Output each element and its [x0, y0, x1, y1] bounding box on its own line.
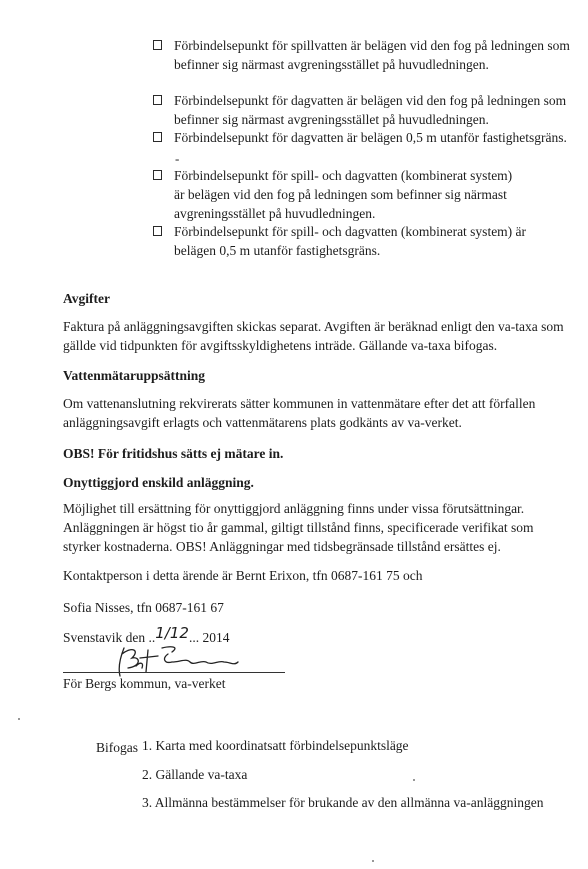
checkbox-icon — [153, 132, 162, 142]
contact-line: Kontaktperson i detta ärende är Bernt Erixon, tfn 0687-161 75 och — [63, 568, 423, 583]
year-text: 2014 — [202, 630, 230, 645]
signature — [110, 640, 250, 680]
signature-line — [63, 672, 285, 673]
section-heading-onyttiggjord: Onyttiggjord enskild anläggning. — [63, 475, 254, 490]
checkbox-item-text: Förbindelsepunkt för dagvatten är belägen 0,5 m utanför fastighetsgräns. — [174, 130, 567, 145]
date-dots: .. — [148, 630, 156, 645]
checkbox-item-text: Förbindelsepunkt för spill- och dagvatten (kombinerat system) är belägen vid den fog på ledningen som befinner sig närmast avgreningsstället på huvudledningen. — [174, 168, 513, 221]
scan-speck — [18, 718, 20, 720]
date-dots: ... — [188, 630, 200, 645]
checkbox-item-text: Förbindelsepunkt för spillvatten är belägen vid den fog på ledningen som befinner sig närmast avgreningsstället på huvudledningen. — [174, 38, 570, 72]
obs-fritidshus: OBS! För fritidshus sätts ej mätare in. — [63, 446, 284, 461]
section-heading-vattenmatare: Vattenmätaruppsättning — [63, 368, 206, 383]
paragraph-vattenmatare: Om vattenanslutning rekvirerats sätter kommunen in vattenmätare efter det att förfallen anläggningsavgift erlagts och vattenmätarens plats godkänts av va-verket. — [63, 396, 536, 430]
stray-dash: - — [175, 151, 180, 166]
paragraph-avgifter: Faktura på anläggningsavgiften skickas separat. Avgiften är beräknad enligt den va-taxa som gällde vid tidpunkten för avgiftsskyldighetens inträde. Gällande va-taxa bifogas. — [63, 319, 564, 353]
attachments-label: Bifogas — [96, 740, 138, 755]
attachment-item: 1. Karta med koordinatsatt förbindelsepunktsläge — [142, 738, 409, 753]
contact-line: Sofia Nisses, tfn 0687-161 67 — [63, 600, 224, 615]
attachment-item: 3. Allmänna bestämmelser för brukande av den allmänna va-anläggningen — [142, 795, 544, 810]
signature-caption: För Bergs kommun, va-verket — [63, 676, 226, 691]
handwritten-date: 1/12 — [155, 624, 189, 642]
checkbox-item-text: Förbindelsepunkt för dagvatten är belägen vid den fog på ledningen som befinner sig närmast avgreningsstället på huvudledningen. — [174, 93, 567, 127]
checkbox-icon — [153, 95, 162, 105]
scan-speck — [413, 779, 415, 781]
checkbox-icon — [153, 170, 162, 180]
place-text: Svenstavik den — [63, 630, 146, 645]
scan-speck — [372, 860, 374, 862]
checkbox-item-text: Förbindelsepunkt för spill- och dagvatten (kombinerat system) är belägen 0,5 m utanför fastighetsgräns. — [174, 224, 527, 258]
paragraph-onyttiggjord: Möjlighet till ersättning för onyttiggjord anläggning finns under vissa förutsättningar. Anläggningen är högst tio år gammal, giltigt tillstånd finns, specificerade verifikat som styrker kostnaderna. OBS! Anläggningar med tidsbegränsade tillstånd ersättes ej. — [63, 501, 534, 554]
checkbox-icon — [153, 226, 162, 236]
attachment-item: 2. Gällande va-taxa — [142, 767, 248, 782]
section-heading-avgifter: Avgifter — [63, 291, 110, 306]
checkbox-icon — [153, 40, 162, 50]
